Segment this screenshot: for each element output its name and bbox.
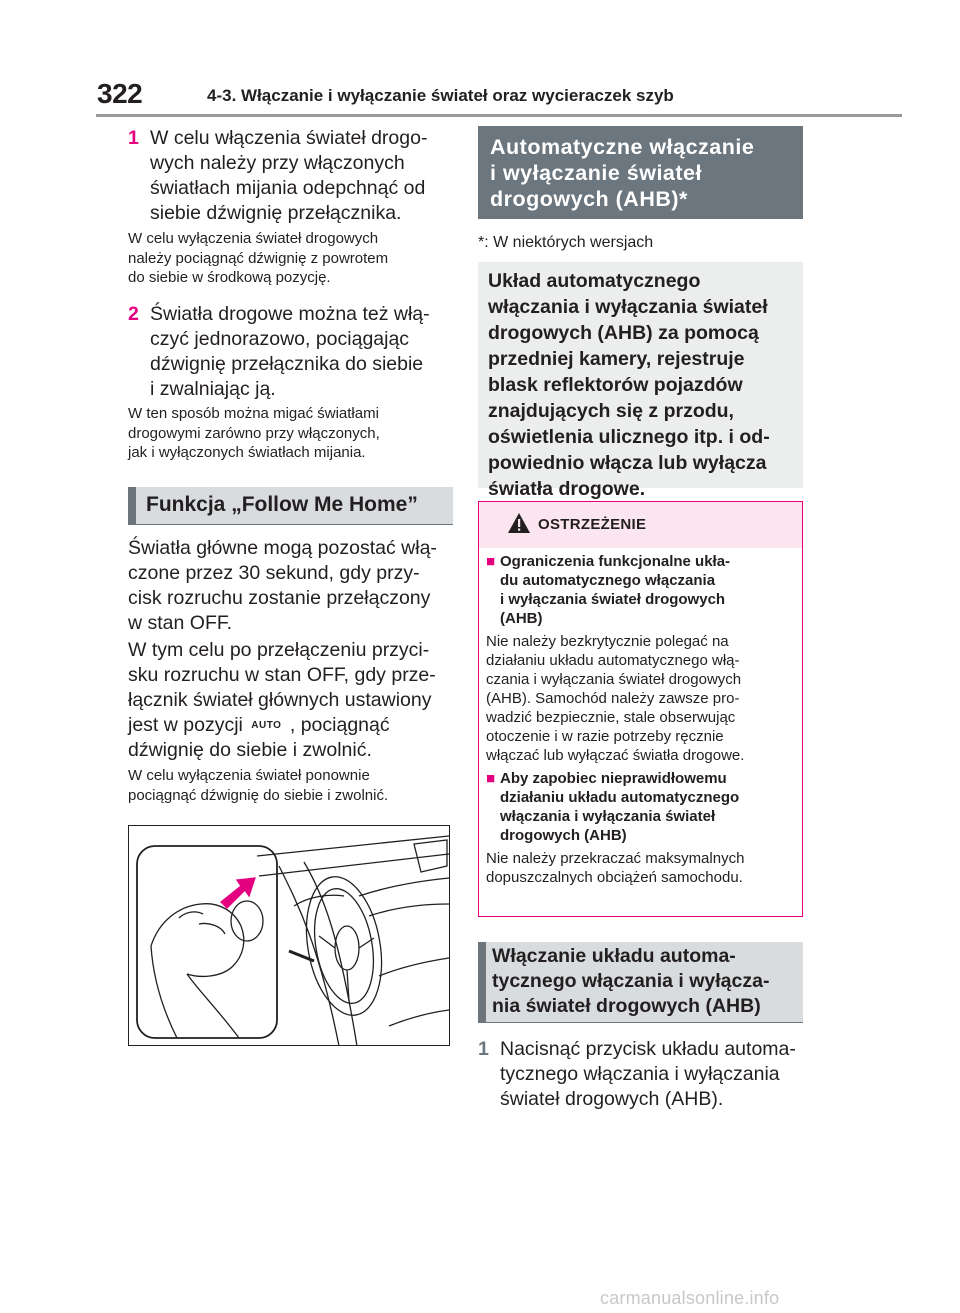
square-bullet-icon: ■ <box>486 553 496 570</box>
heading-line: nia świateł drogowych (AHB) <box>492 995 761 1017</box>
summary-line: światła drogowe. <box>488 478 646 500</box>
para-line: w stan OFF. <box>128 612 233 634</box>
heading-text: Funkcja „Follow Me Home” <box>146 493 418 516</box>
text-line: wadzić bezpiecznie, stale obserwując <box>486 709 736 726</box>
para-line: dźwignię do siebie i zwolnić. <box>128 739 372 762</box>
warning-header <box>479 502 802 548</box>
step-line: świateł drogowych (AHB). <box>500 1088 724 1110</box>
para-line: Światła główne mogą pozostać włą- <box>128 537 437 559</box>
para-line <box>128 713 453 738</box>
summary-line: znajdujących się z przodu, <box>488 400 734 422</box>
warning-text-1 <box>486 632 791 765</box>
heading-line: tycznego włączania i wyłącza- <box>492 970 770 992</box>
dashboard-drawing <box>129 826 450 1046</box>
text-line: czania i wyłączania świateł drogowych <box>486 671 742 688</box>
square-bullet-icon: ■ <box>486 770 496 787</box>
note-line: W celu wyłączenia świateł ponownie <box>128 767 370 784</box>
note-3 <box>128 766 453 805</box>
footnote: *: W niektórych wersjach <box>478 234 654 251</box>
text-line: działaniu układu automatycznego włą- <box>486 652 740 669</box>
step-line: Nacisnąć przycisk układu automa- <box>500 1038 796 1060</box>
step-line: Światła drogowe można też włą- <box>150 303 430 325</box>
warning-subheading-2 <box>486 769 791 845</box>
summary-line: powiednio włącza lub wyłącza <box>488 452 767 474</box>
para-text: jest w pozycji <box>128 714 249 736</box>
summary-line: Układ automatycznego <box>488 270 701 292</box>
header-rule <box>96 114 902 117</box>
sub-line: Ograniczenia funkcjonalne ukła- <box>500 553 731 570</box>
follow-me-home-heading <box>128 487 453 525</box>
sub-line: włączania i wyłączania świateł <box>500 808 716 825</box>
ahb-title <box>478 126 803 219</box>
step-line: dźwignię przełącznika do siebie <box>150 353 424 375</box>
summary-line: oświetlenia ulicznego itp. i od- <box>488 426 770 448</box>
step-line: czyć jednorazowo, pociągając <box>150 328 410 350</box>
summary-line: blask reflektorów pojazdów <box>488 374 743 396</box>
note-line: pociągnąć dźwignię do siebie i zwolnić. <box>128 786 389 804</box>
para-text: , pociągnąć <box>284 714 390 736</box>
step-number: 2 <box>128 303 139 325</box>
para-line: W tym celu po przełączeniu przyci- <box>128 639 430 661</box>
note-1 <box>128 229 453 288</box>
note-line: do siebie w środkową pozycję. <box>128 269 331 286</box>
step-line: światłach mijania odepchnąć od <box>150 177 426 199</box>
text-line: włączać lub wyłączać światła drogowe. <box>486 747 745 764</box>
title-line: drogowych (AHB)* <box>490 187 688 211</box>
ahb-step-1 <box>478 1037 803 1112</box>
note-2 <box>128 404 453 463</box>
ahb-summary-box <box>478 262 803 500</box>
section-title: 4-3. Włączanie i wyłączanie świateł oraz wycieraczek szyb <box>207 86 674 105</box>
heading-line: Włączanie układu automa- <box>492 945 736 967</box>
para-line: cisk rozruchu zostanie przełączony <box>128 587 431 609</box>
note-line: W ten sposób można migać światłami <box>128 405 379 422</box>
step-line: siebie dźwignię przełącznika. <box>150 202 402 224</box>
paragraph-1 <box>128 536 453 636</box>
note-line: W celu wyłączenia świateł drogowych <box>128 230 379 247</box>
sub-line: i wyłączania świateł drogowych <box>500 591 726 608</box>
title-line: Automatyczne włączanie <box>490 135 755 159</box>
step-2 <box>128 302 453 402</box>
text-line: otoczenie i w razie potrzeby ręcznie <box>486 728 724 745</box>
enable-ahb-heading <box>478 942 803 1023</box>
sub-line: (AHB) <box>500 610 543 627</box>
warning-title: OSTRZEŻENIE <box>538 516 647 533</box>
warning-triangle-icon <box>507 512 531 534</box>
paragraph-2 <box>128 638 453 763</box>
summary-line: przedniej kamery, rejestruje <box>488 348 745 370</box>
dashboard-illustration <box>128 825 450 1046</box>
step-line: W celu włączenia świateł drogo- <box>150 127 428 149</box>
step-number: 1 <box>128 127 139 149</box>
text-line: Nie należy przekraczać maksymalnych <box>486 850 745 867</box>
page-number: 322 <box>97 78 143 109</box>
sub-line: Aby zapobiec nieprawidłowemu <box>500 770 727 787</box>
warning-box <box>478 501 803 917</box>
step-line: tycznego włączania i wyłączania <box>500 1063 780 1085</box>
text-line: dopuszczalnych obciążeń samochodu. <box>486 869 743 886</box>
text-line: (AHB). Samochód należy zawsze pro- <box>486 690 740 707</box>
step-line: wych należy przy włączonych <box>150 152 405 174</box>
note-line: jak i wyłączonych światłach mijania. <box>128 444 366 461</box>
para-line: czone przez 30 sekund, gdy przy- <box>128 562 420 584</box>
sub-line: działaniu układu automatycznego <box>500 789 740 806</box>
sub-line: drogowych (AHB) <box>500 827 627 844</box>
note-line: drogowymi zarówno przy włączonych, <box>128 424 380 442</box>
step-line: i zwalniając ją. <box>150 378 276 400</box>
summary-line: drogowych (AHB) za pomocą <box>488 322 759 344</box>
step-number: 1 <box>478 1038 489 1060</box>
step-1 <box>128 126 453 226</box>
warning-body <box>486 552 791 887</box>
text-line: Nie należy bezkrytycznie polegać na <box>486 633 729 650</box>
title-line: i wyłączanie świateł <box>490 161 702 185</box>
watermark: carmanualsonline.info <box>600 1288 780 1308</box>
warning-subheading-1 <box>486 552 791 628</box>
auto-symbol: AUTO <box>251 720 282 732</box>
note-line: należy pociągnąć dźwignię z powrotem <box>128 249 389 267</box>
sub-line: du automatycznego włączania <box>500 572 716 589</box>
para-line: łącznik świateł głównych ustawiony <box>128 689 432 711</box>
summary-line: włączania i wyłączania świateł <box>488 296 768 318</box>
warning-text-2 <box>486 849 791 887</box>
para-line: sku rozruchu w stan OFF, gdy prze- <box>128 664 436 686</box>
